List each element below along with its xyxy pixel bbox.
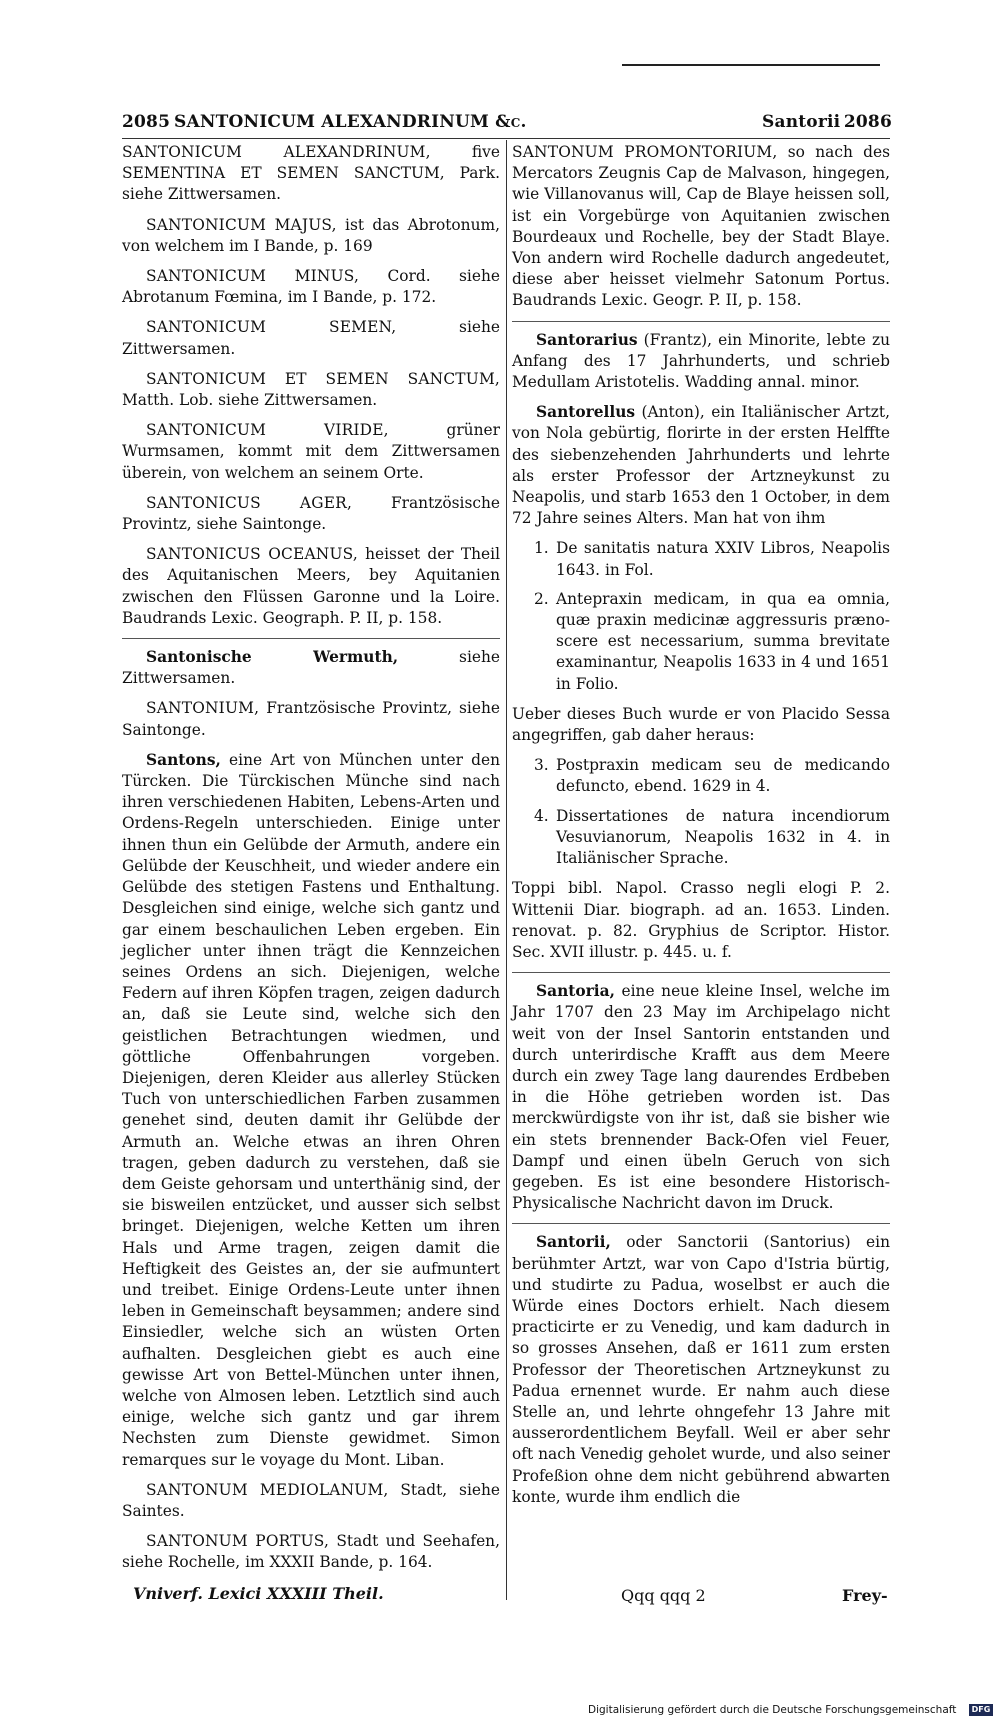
entry [122,142,500,206]
entry-headword: SANTONICUM ET SEMEN SANCTUM, [146,369,500,388]
entry-text: (Anton), ein Italiänischer Artzt, von Nola gebürtig, florirte in der ersten Helffte des siebenzehenden Jahrhunderts und lehrte als erster Professor der Artzneykunst zu Neapolis, und starb 1653 den 1 October, in dem 72 Jahre seines Alters. Man hat von ihm [512,403,890,528]
entry [122,1480,500,1522]
entry-text: Frantzösische Provintz, siehe Saintonge. [122,699,500,739]
list-item [534,806,890,870]
volume-footer: Vniverf. Lexici XXXIII Theil. [133,1584,384,1603]
entry [122,750,500,1471]
header-rule [122,138,890,139]
right-column [512,142,890,1517]
entry-text: Stadt, siehe Saintes. [122,1480,500,1520]
separator-rule [512,321,890,322]
entry [512,402,890,529]
references: Toppi bibl. Napol. Crasso negli elogi P. 2. Wittenii Diar. biograph. ad an. 1653. Linden. renovat. p. 82. Gryphius de Scriptor. Histor. Sec. XVII illustr. p. 445. u. f. [512,879,890,961]
entry [122,215,500,257]
dfg-logo-icon: DFG [969,1704,993,1716]
list-number: 2. [534,589,549,608]
entry [122,493,500,535]
entry [512,981,890,1214]
digitization-credit: Digitalisierung gefördert durch die Deutsche Forschungsgemeinschaft [588,1704,957,1716]
entry-text: five SEMENTINA ET SEMEN SANCTUM, Park. siehe Zittwersamen. [122,143,500,204]
works-list [512,538,890,694]
entry-text: (Frantz), ein Minorite, lebte zu Anfang des 17 Jahrhunderts, und schrieb Medullam Aristotelis. Wadding annal. minor. [512,330,890,392]
separator-rule [512,972,890,973]
entry-text: Frantzösische Provintz, siehe Saintonge. [122,493,500,534]
list-text: Antepraxin medicam, in qua ea omnia, quæ praxin medicinæ aggressuris præno-scere est necessarium, summa brevitate examinantur, Neapolis 1633 in 4 und 1651 in Folio. [556,589,890,693]
entry-headword: SANTONICUM VIRIDE, [146,421,389,440]
left-page-number: 2085 [122,112,171,132]
entry [122,544,500,629]
left-running-title: SANTONICUM ALEXANDRINUM &c. [174,112,527,132]
entry-headword: SANTONICUS AGER, [146,493,353,512]
catchword: Frey- [842,1586,888,1605]
entry [122,369,500,411]
right-page-number: 2086 [843,112,892,132]
entry-text: eine Art von München unter den Türcken. Die Türckischen Münche sind nach ihren verschiedenen Habiten, Lebens-Arten und Ordens-Regeln unterschieden. Einige unter ihnen thun ein Gelübde der Armuth, andere ein Gelübde der Keuschheit, und wieder andere ein Gelübde des stetigen Fastens und Enthaltung. Desgleichen sind einige, welche sich gantz und gar einem beschaulichen Leben ergeben. Ein jeglicher unter ihnen trägt die Kennzeichen seines Ordens an sich. Diejenigen, welche Federn auf ihren Köpfen tragen, zeigen dadurch an, daß sie Leute sind, welche sich den geistlichen Betrachtungen wiedmen, und göttliche Offenbahrungen vorgeben. Diejenigen, deren Kleider aus allerley Stücken Tuch von unterschiedlichen Farben zusammen genehet sind, deuten damit ihr Gelübde der Armuth an. Welche etwas an ihren Ohren tragen, geben dadurch zu verstehen, daß sie dem Geiste gehorsam und unterthänig sind, der sie bisweilen entzücket, und ausser sich selbst bringet. Diejenigen, welche Ketten um ihren Hals und Arme tragen, zeigen damit die Heftigkeit des Geistes an, der sie aufmuntert und treibet. Einige Ordens-Leute unter ihnen leben in Gemeinschaft beysammen; andere sind Einsiedler, welche sich an wüsten Orten aufhalten. Desgleichen giebt es auch eine gewisse Art von Bettel-München unter ihnen, welche von Almosen leben. Letztlich sind auch einige, welche sich gantz und gar ihrem Nechsten zum Dienste gewidmet. Simon remarques sur le voyage du Mont. Liban. [122,750,500,1469]
list-item [534,538,890,580]
paragraph: Ueber dieses Buch wurde er von Placido Sessa angegriffen, gab daher heraus: [512,704,890,745]
entry-headword: SANTONIUM, [146,699,260,718]
entry-headword: SANTONICUM MAJUS, [146,215,337,234]
list-text: Dissertationes de natura incendiorum Vesuvianorum, Neapolis 1632 in 4. in Italiänischer Sprache. [556,806,890,868]
entry-text: siehe Zittwersamen. [122,318,500,358]
entry [512,330,890,394]
entry [122,1531,500,1573]
entry [512,142,890,312]
entry-headword: SANTONICUS OCEANUS, [146,545,358,564]
entry-text: Cord. siehe Abrotanum Fœmina, im I Bande, p. 172. [122,267,500,307]
entry-text: so nach des Mercators Zeugnis Cap de Malvason, hingegen, wie Villanovanus will, Cap de Blaye heissen soll, ist ein Vorgebürge von Aquitanien zwischen Bourdeaux und Rochelle, bey der Stadt Blaye. Von andern wird Rochelle dadurch angedeutet, diese aber heisset vielmehr Satonum Portus. Baudrands Lexic. Geogr. P. II, p. 158. [512,143,890,310]
list-number: 3. [534,756,549,775]
entry-headword: Santoria, [536,982,615,1001]
entry [122,647,500,689]
separator-rule [512,1223,890,1224]
entry-headword: SANTONUM MEDIOLANUM, [146,1480,389,1499]
right-running-title: Santorii [762,112,841,132]
entry-headword: Santonische Wermuth, [146,648,399,667]
entry-headword: SANTONICUM SEMEN, [146,318,397,337]
entry-text: ist das Abrotonum, von welchem im I Bande, p. 169 [122,215,500,255]
entry-text: Matth. Lob. siehe Zittwersamen. [122,391,378,410]
column-divider [506,140,507,1600]
top-rule [622,64,880,66]
list-item [534,589,890,695]
signature-mark: Qqq qqq 2 [621,1586,706,1605]
entry-text: heisset der Theil des Aquitanischen Meers, bey Aquitanien zwischen den Flüssen Garonne und la Loire. Baudrands Lexic. Geograph. P. II, p. 158. [122,545,500,627]
entry [122,420,500,484]
entry-headword: SANTONICUM MINUS, [146,267,360,286]
separator-rule [122,638,500,639]
entry-text: eine neue kleine Insel, welche im Jahr 1707 den 23 May im Archipelago nicht weit von der Insel Santorin entstanden und durch unterirdische Krafft aus dem Meere durch ein zwey Tage lang daurendes Erdbeben in die Höhe getrieben worden ist. Das merckwürdigste von ihr ist, daß sie bisher wie ein stets brennender Back-Ofen viel Feuer, Dampf und einen übeln Geruch von sich gegeben. Es ist eine besondere Historisch-Physicalische Nachricht davon im Druck. [512,982,890,1213]
entry-headword: SANTONUM PROMONTORIUM, [512,143,778,161]
entry-text: oder Sanctorii (Santorius) ein berühmter Artzt, war von Capo d'Istria bürtig, und studirte zu Padua, woselbst er auch die Würde eines Doctors erhielt. Nach diesem practicirte er zu Venedig, und kam dadurch in so grosses Ansehen, daß er 1611 zum ersten Professor der Theoretischen Artzneykunst zu Padua ernennet wurde. Er nahm auch diese Stelle an, und lehrte ohngefehr 13 Jahre mit ausserordentlichem Beyfall. Weil er aber sehr oft nach Venedig geholet wurde, und also seiner Profeßion ohne dem nicht gebührend abwarten konte, wurde ihm endlich die [512,1233,890,1506]
works-list [512,755,890,869]
entry [122,317,500,359]
running-header [122,112,892,140]
left-column [122,142,500,1583]
entry-text: Stadt und Seehafen, siehe Rochelle, im XXXII Bande, p. 164. [122,1532,500,1572]
entry-text: grüner Wurmsamen, kommt mit dem Zittwersamen überein, von welchem an seinem Orte. [122,421,500,482]
entry-headword: SANTONUM PORTUS, [146,1532,330,1551]
entry-headword: Santorii, [536,1233,611,1252]
list-text: De sanitatis natura XXIV Libros, Neapolis 1643. in Fol. [556,539,890,579]
entry-text: siehe Zittwersamen. [122,648,500,688]
list-text: Postpraxin medicam seu de medicando defuncto, ebend. 1629 in 4. [556,756,890,796]
entry [122,698,500,740]
entry [122,266,500,308]
entry-headword: SANTONICUM ALEXANDRINUM, [122,143,431,161]
entry-headword: Santorarius [536,330,638,349]
entry-headword: Santorellus [536,403,636,422]
entry [512,1232,890,1508]
list-number: 1. [534,539,549,558]
list-number: 4. [534,806,549,825]
entry-headword: Santons, [146,750,221,769]
list-item [534,755,890,797]
